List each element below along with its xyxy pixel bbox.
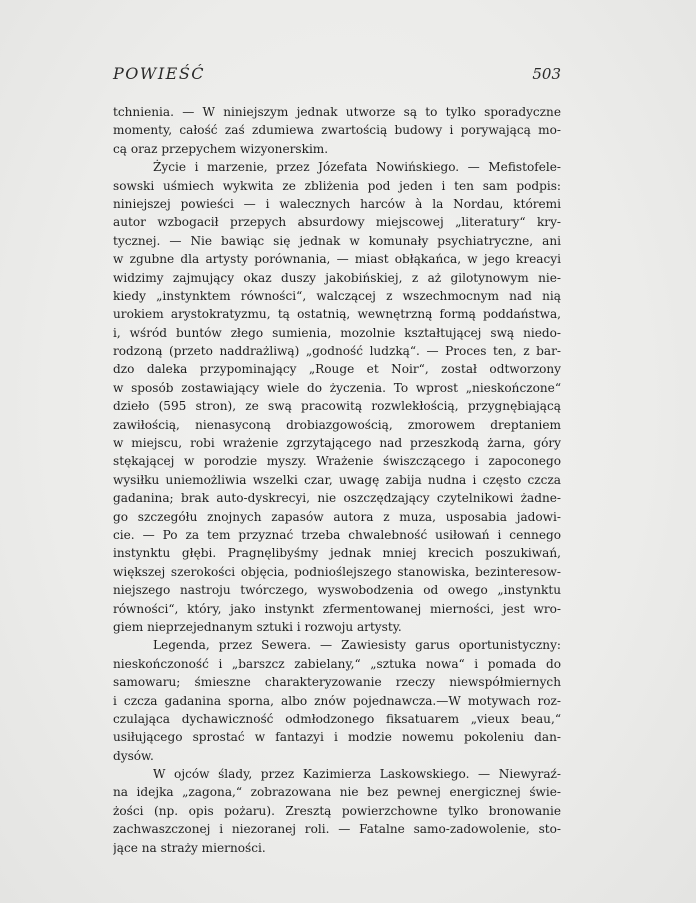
text-line: dysów. xyxy=(113,748,154,763)
text-line: zachwaszczonej i niezoranej roli. — Fatalne samo-zadowolenie, sto- xyxy=(113,822,561,837)
text-line: w sposób zostawiający wiele do życzenia. To wprost „nieskończone“ xyxy=(113,380,561,395)
running-head-title: POWIEŚĆ xyxy=(113,64,206,83)
text-line: w miejscu, robi wrażenie zgrzytającego nad przeszkodą żarna, góry xyxy=(113,436,561,451)
text-line: dzieło (595 stron), ze swą pracowitą rozwlekłością, przygnębiającą xyxy=(113,399,561,414)
text-line: autor wzbogacił przepych absurdowy miejscowej „literatury“ kry- xyxy=(113,215,561,230)
text-line: momenty, całość zaś zdumiewa zwartością budowy i porywającą mo- xyxy=(113,123,561,138)
text-line: giem nieprzejednanym sztuki i rozwoju artysty. xyxy=(113,619,402,634)
text-line: samowaru; śmieszne charakteryzowanie rzeczy niewspółmiernych xyxy=(113,675,561,690)
body-text xyxy=(113,103,561,857)
text-line: widzimy zajmujący okaz duszy jakobińskiej, z aż gilotynowym nie- xyxy=(113,270,561,285)
text-line: dzo daleka przypominający „Rouge et Noir“, został odtworzony xyxy=(113,362,561,377)
text-line: cą oraz przepychem wizyonerskim. xyxy=(113,141,329,156)
text-line: stękającej w porodzie myszy. Wrażenie świszczącego i zapoconego xyxy=(113,454,561,469)
text-line: Legenda, przez Sewera. — Zawiesisty garus oportunistyczny: xyxy=(153,638,561,653)
text-line: rodzoną (przeto naddrażliwą) „godność ludzką“. — Proces ten, z bar- xyxy=(113,344,561,359)
text-line: i czcza gadanina sporna, albo znów pojednawcza.—W motywach roz- xyxy=(113,693,561,708)
text-line: nieskończoność i „barszcz zabielany,“ „sztuka nowa“ i pomada do xyxy=(113,656,561,671)
text-line: czulająca dychawiczność odmłodzonego fiksatuarem „vieux beau,“ xyxy=(113,711,561,726)
text-line: na idejka „zagona,“ zobrazowana nie bez pewnej energicznej świe- xyxy=(113,785,561,800)
text-line: jące na straży mierności. xyxy=(113,840,266,855)
page-number: 503 xyxy=(532,65,561,83)
text-line: niejszego nastroju twórczego, wyswobodzenia od owego „instynktu xyxy=(113,583,561,598)
text-line: cie. — Po za tem przyznać trzeba chwalebność usiłowań i cennego xyxy=(113,527,561,542)
text-line: równości“, który, jako instynkt zfermentowanej mierności, jest wro- xyxy=(113,601,561,616)
text-line: w zgubne dla artysty porównania, — miast obłąkańca, w jego kreacyi xyxy=(113,252,561,267)
text-line: większej szerokości objęcia, podnioślejszego stanowiska, bezinteresow- xyxy=(113,564,561,579)
text-line: i, wśród buntów złego sumienia, mozolnie kształtującej swą niedo- xyxy=(113,325,561,340)
text-line: Życie i marzenie, przez Józefata Nowińskiego. — Mefistofele- xyxy=(153,160,561,175)
text-line: tycznej. — Nie bawiąc się jednak w komunały psychiatryczne, ani xyxy=(113,233,561,248)
text-line: urokiem arystokratyzmu, tą ostatnią, wewnętrzną formą poddaństwa, xyxy=(113,307,561,322)
text-line: sowski uśmiech wykwita ze zbliżenia pod jeden i ten sam podpis: xyxy=(113,178,561,193)
text-line: W ojców ślady, przez Kazimierza Laskowskiego. — Niewyraź- xyxy=(153,767,561,782)
text-line: wysiłku uniemożliwia wszelki czar, uwagę zabija nudna i często czcza xyxy=(113,472,561,487)
text-line: go szczegółu znojnych zapasów autora z muza, usposabia jadowi- xyxy=(113,509,561,524)
text-line: niniejszej powieści — i walecznych harców à la Nordau, któremi xyxy=(113,196,561,211)
text-line: żości (np. opis pożaru). Zresztą powierzchowne tylko bronowanie xyxy=(113,803,561,818)
text-line: gadanina; brak auto-dyskrecyi, nie oszczędzający czytelnikowi żadne- xyxy=(113,491,561,506)
running-head xyxy=(113,64,561,88)
text-line: usiłującego sprostać w fantazyi i modzie nowemu pokoleniu dan- xyxy=(113,730,561,745)
text-line: instynktu głębi. Pragnęlibyśmy jednak mniej krecich poszukiwań, xyxy=(113,546,561,561)
text-line: tchnienia. — W niniejszym jednak utworze są to tylko sporadyczne xyxy=(113,105,561,119)
text-line: zawiłością, nienasyconą drobiazgowością, zmorowem dreptaniem xyxy=(113,417,561,432)
text-line: kiedy „instynktem równości“, walczącej z wszechmocnym nad nią xyxy=(113,288,561,303)
